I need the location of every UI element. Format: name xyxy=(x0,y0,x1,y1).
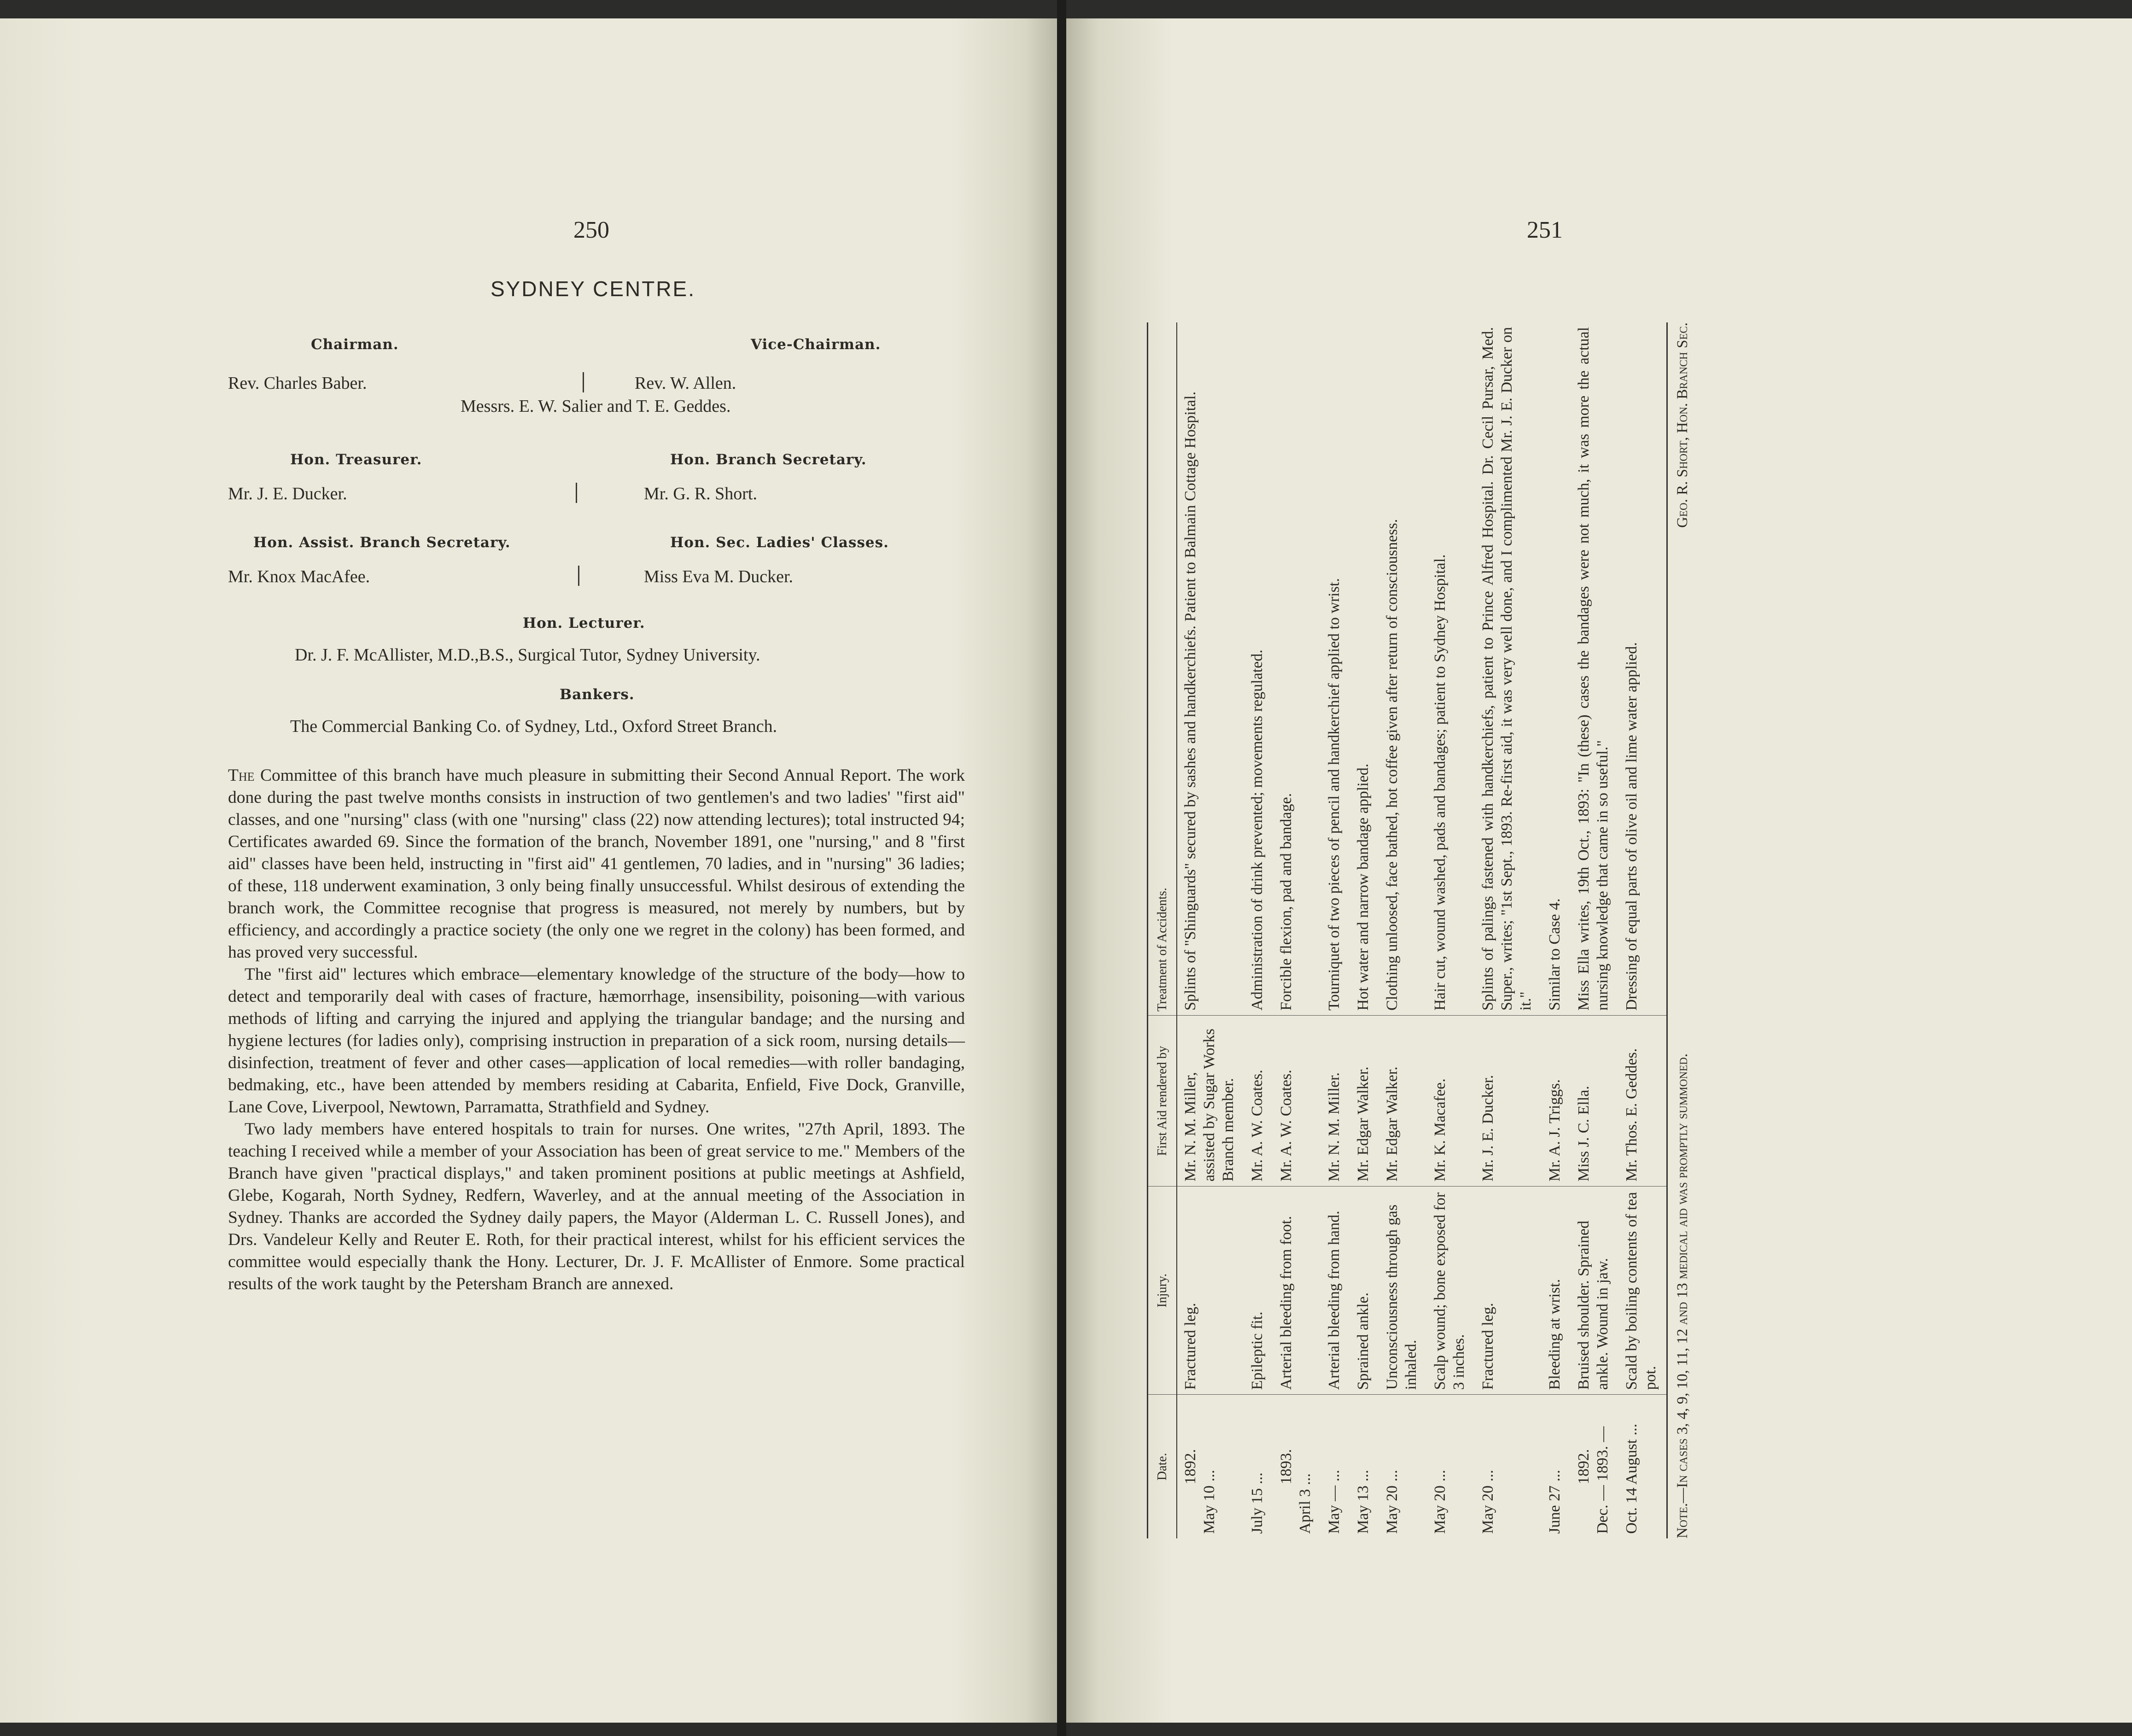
cell-date-text: April 3 ... xyxy=(1297,1473,1314,1534)
cell-treatment: Clothing unloosed, face bathed, hot coffee given after return of consciousness. xyxy=(1384,519,1401,1011)
centre-title: SYDNEY CENTRE. xyxy=(491,277,696,301)
cell-treatment: Splints of palings fastened with handkerchiefs, patient to Prince Alfred Hospital. Dr. Cecil Pursar, Med. Super., writes; "1st Sept., 1893. Re-first aid, it was very well done, and I complimented Mr. J. E. Ducker on it." xyxy=(1479,327,1534,1011)
ladies-secretary-name: Miss Eva M. Ducker. xyxy=(644,567,794,586)
cell-date xyxy=(1177,1395,1244,1538)
book-gutter xyxy=(1057,0,1066,1736)
paragraph-3: Two lady members have entered hospitals to train for nurses. One writes, "27th April, 1893. The teaching I received while a member of your Association has been of great service to me." Members of the Branch have given "practical displays," and taken prominent positions at public meetings at Ashfield, Glebe, Kogarah, North Sydney, Redfern, Waverley, and at the annual meeting of the Association in Sydney. Thanks are accorded the Sydney daily papers, the Mayor (Alderman L. C. Russell Jones), and Drs. Vandeleur Kelly and Reuter E. Roth, for their practical interest, whilst for his efficient services the committee would especially thank the Hony. Lecturer, Dr. J. F. McAllister of Enmore. Some practical results of the work taught by the Petersham Branch are annexed. xyxy=(228,1120,965,1293)
table-row xyxy=(1427,322,1475,1538)
table-row xyxy=(1379,322,1427,1538)
treasurer-name: Mr. J. E. Ducker. xyxy=(228,484,347,503)
cell-treatment: Tourniquet of two pieces of pencil and handkerchief applied to wrist. xyxy=(1326,578,1343,1011)
cell-date xyxy=(1542,1395,1571,1538)
cell-first-aid: Mr. Edgar Walker. xyxy=(1350,1016,1379,1187)
treasurer-heading: Hon. Treasurer. xyxy=(290,451,422,468)
table-row xyxy=(1475,322,1542,1538)
cell-first-aid: Mr. A. W. Coates. xyxy=(1273,1016,1321,1187)
cell-year: 1892. xyxy=(1182,1449,1199,1485)
header-first-aid: First Aid rendered by xyxy=(1148,1016,1177,1187)
cell-treatment: Splints of "Shinguards" secured by sashes and handkerchiefs. Patient to Balmain Cottage Hospital. xyxy=(1182,391,1199,1011)
cell-injury: Scald by boiling contents of tea pot. xyxy=(1618,1187,1667,1395)
cell-first-aid: Mr. N. M. Miller, assisted by Sugar Works Branch member. xyxy=(1177,1016,1244,1187)
assist-secretary-name: Mr. Knox MacAfee. xyxy=(228,567,370,586)
accidents-table xyxy=(1147,322,1668,1538)
column-divider xyxy=(576,483,577,503)
paragraph-1 xyxy=(228,765,965,964)
vice-chairman-name: Rev. W. Allen. xyxy=(635,374,736,393)
cell-date xyxy=(1273,1395,1321,1538)
cell-first-aid: Mr. A. W. Coates. xyxy=(1244,1016,1273,1187)
ladies-secretary-heading: Hon. Sec. Ladies' Classes. xyxy=(670,534,889,551)
cell-treatment: Miss Ella writes, 19th Oct., 1893: "In (these) cases the bandages were not much, it was more the actual nursing knowledge that came in so useful." xyxy=(1575,327,1611,1011)
table-row xyxy=(1177,322,1244,1538)
cell-date xyxy=(1244,1395,1273,1538)
cell-treatment: Forcible flexion, pad and bandage. xyxy=(1278,793,1295,1011)
assist-secretary-heading: Hon. Assist. Branch Secretary. xyxy=(253,534,511,551)
header-date: Date. xyxy=(1148,1395,1177,1538)
cell-date xyxy=(1350,1395,1379,1538)
page-number-251: 251 xyxy=(1527,217,1563,243)
cell-date xyxy=(1475,1395,1542,1538)
note-text: Note.—In cases 3, 4, 9, 10, 11, 12 and 13 medical aid was promptly summoned. xyxy=(1674,1053,1691,1538)
table-row xyxy=(1571,322,1618,1538)
table-body xyxy=(1177,322,1667,1538)
cell-first-aid: Miss J. C. Ella. xyxy=(1571,1016,1618,1187)
header-treatment: Treatment of Accidents. xyxy=(1148,322,1177,1016)
cell-date xyxy=(1427,1395,1475,1538)
table-row xyxy=(1273,322,1321,1538)
cell-treatment: Dressing of equal parts of olive oil and lime water applied. xyxy=(1623,642,1640,1011)
signature: Geo. R. Short, Hon. Branch Sec. xyxy=(1674,322,1691,528)
cell-date xyxy=(1571,1395,1618,1538)
cell-year: 1892. xyxy=(1575,1449,1592,1485)
cell-injury: Arterial bleeding from foot. xyxy=(1273,1187,1321,1395)
cell-treatment: Hair cut, wound washed, pads and bandages; patient to Sydney Hospital. xyxy=(1431,554,1449,1011)
cell-first-aid: Mr. J. E. Ducker. xyxy=(1475,1016,1542,1187)
bankers-heading: Bankers. xyxy=(560,686,635,703)
header-injury: Injury. xyxy=(1148,1187,1177,1395)
table-row xyxy=(1542,322,1571,1538)
cell-date-text: July 15 ... xyxy=(1249,1472,1266,1534)
lecturer-name: Dr. J. F. McAllister, M.D.,B.S., Surgical Tutor, Sydney University. xyxy=(295,645,760,665)
table-row xyxy=(1350,322,1379,1538)
cell-treatment: Hot water and narrow bandage applied. xyxy=(1355,763,1372,1011)
cell-date-text: Oct. 14 August ... xyxy=(1623,1424,1640,1534)
cell-first-aid: Mr. Edgar Walker. xyxy=(1379,1016,1427,1187)
report-body xyxy=(228,765,965,1295)
cell-first-aid: Mr. N. M. Miller. xyxy=(1321,1016,1350,1187)
chairman-name: Rev. Charles Baber. xyxy=(228,374,367,393)
cell-date-text: May 20 ... xyxy=(1431,1470,1449,1534)
table-row xyxy=(1321,322,1350,1538)
bankers-name: The Commercial Banking Co. of Sydney, Ltd., Oxford Street Branch. xyxy=(290,717,777,736)
cell-injury: Fractured leg. xyxy=(1177,1187,1244,1395)
table-row xyxy=(1618,322,1667,1538)
cell-year: 1893. xyxy=(1278,1449,1295,1485)
table-row xyxy=(1244,322,1273,1538)
accidents-table-rotated xyxy=(1147,322,1842,1538)
cell-injury: Fractured leg. xyxy=(1475,1187,1542,1395)
cell-injury: Arterial bleeding from hand. xyxy=(1321,1187,1350,1395)
chairman-heading: Chairman. xyxy=(311,336,399,353)
cell-date-text: May 20 ... xyxy=(1479,1470,1496,1534)
cell-date xyxy=(1379,1395,1427,1538)
cell-date-text: May — ... xyxy=(1326,1470,1343,1534)
cell-injury: Bruised shoulder. Sprained ankle. Wound in jaw. xyxy=(1571,1187,1618,1395)
cell-date xyxy=(1321,1395,1350,1538)
cell-treatment: Similar to Case 4. xyxy=(1546,898,1563,1011)
cell-injury: Epileptic fit. xyxy=(1244,1187,1273,1395)
column-divider xyxy=(578,566,579,586)
cell-injury: Bleeding at wrist. xyxy=(1542,1187,1571,1395)
cell-injury: Unconsciousness through gas inhaled. xyxy=(1379,1187,1427,1395)
cell-date xyxy=(1618,1395,1667,1538)
vice-chairman-heading: Vice-Chairman. xyxy=(751,336,881,353)
vice-chairman-extra: Messrs. E. W. Salier and T. E. Geddes. xyxy=(461,397,731,416)
table-header-row xyxy=(1148,322,1177,1538)
left-page xyxy=(0,18,1057,1723)
column-divider xyxy=(583,372,584,392)
cell-first-aid: Mr. Thos. E. Geddes. xyxy=(1618,1016,1667,1187)
table-footnote xyxy=(1674,322,1691,1538)
cell-date-text: May 13 ... xyxy=(1355,1470,1372,1534)
paragraph-2: The "first aid" lectures which embrace—elementary knowledge of the structure of the body—how to detect and temporarily deal with cases of fracture, hæmorrhage, insensibility, poisoning—with various methods of lifting and carrying the injured and applying the triangular bandage; and the nursing and hygiene lectures (for ladies only), comprising instruction in preparation of a sick room, nursing details—disinfection, treatment of fever and other cases—application of local remedies—with roller bandaging, bedmaking, etc., have been attended by members residing at Cabarita, Enfield, Five Dock, Granville, Lane Cove, Liverpool, Newtown, Parramatta, Strathfield and Sydney. xyxy=(228,965,965,1116)
cell-first-aid: Mr. A. J. Triggs. xyxy=(1542,1016,1571,1187)
cell-date-text: May 20 ... xyxy=(1384,1470,1401,1534)
para1-lead: The xyxy=(228,766,255,785)
cell-injury: Scalp wound; bone exposed for 3 inches. xyxy=(1427,1187,1475,1395)
cell-date-text: May 10 ... xyxy=(1201,1470,1218,1534)
branch-secretary-name: Mr. G. R. Short. xyxy=(644,484,757,503)
page-number-250: 250 xyxy=(573,217,609,243)
cell-injury: Sprained ankle. xyxy=(1350,1187,1379,1395)
branch-secretary-heading: Hon. Branch Secretary. xyxy=(670,451,867,468)
cell-treatment: Administration of drink prevented; movements regulated. xyxy=(1249,649,1266,1011)
cell-first-aid: Mr. K. Macafee. xyxy=(1427,1016,1475,1187)
cell-date-text: June 27 ... xyxy=(1546,1470,1563,1534)
lecturer-heading: Hon. Lecturer. xyxy=(523,615,645,631)
cell-date-text: Dec. — 1893. — xyxy=(1594,1426,1611,1534)
para1-text: Committee of this branch have much pleasure in submitting their Second Annual Report. The work done during the past twelve months consists in instruction of two gentlemen's and two ladies' "first aid" classes, and one "nursing" class (with one "nursing" class (22) now attending lectures); total instructed 94; Certificates awarded 69. Since the formation of the branch, November 1891, one "nursing," and 8 "first aid" classes have been held, instructing in "first aid" 41 gentlemen, 70 ladies, and in "nursing" 36 ladies; of these, 118 underwent examination, 3 only being finally unsuccessful. Whilst desirous of extending the branch work, the Committee recognise that progress is measured, not merely by numbers, but by efficiency, and accordingly a practice society (the only one we regret in the colony) has been formed, and has proved very successful. xyxy=(228,766,965,962)
